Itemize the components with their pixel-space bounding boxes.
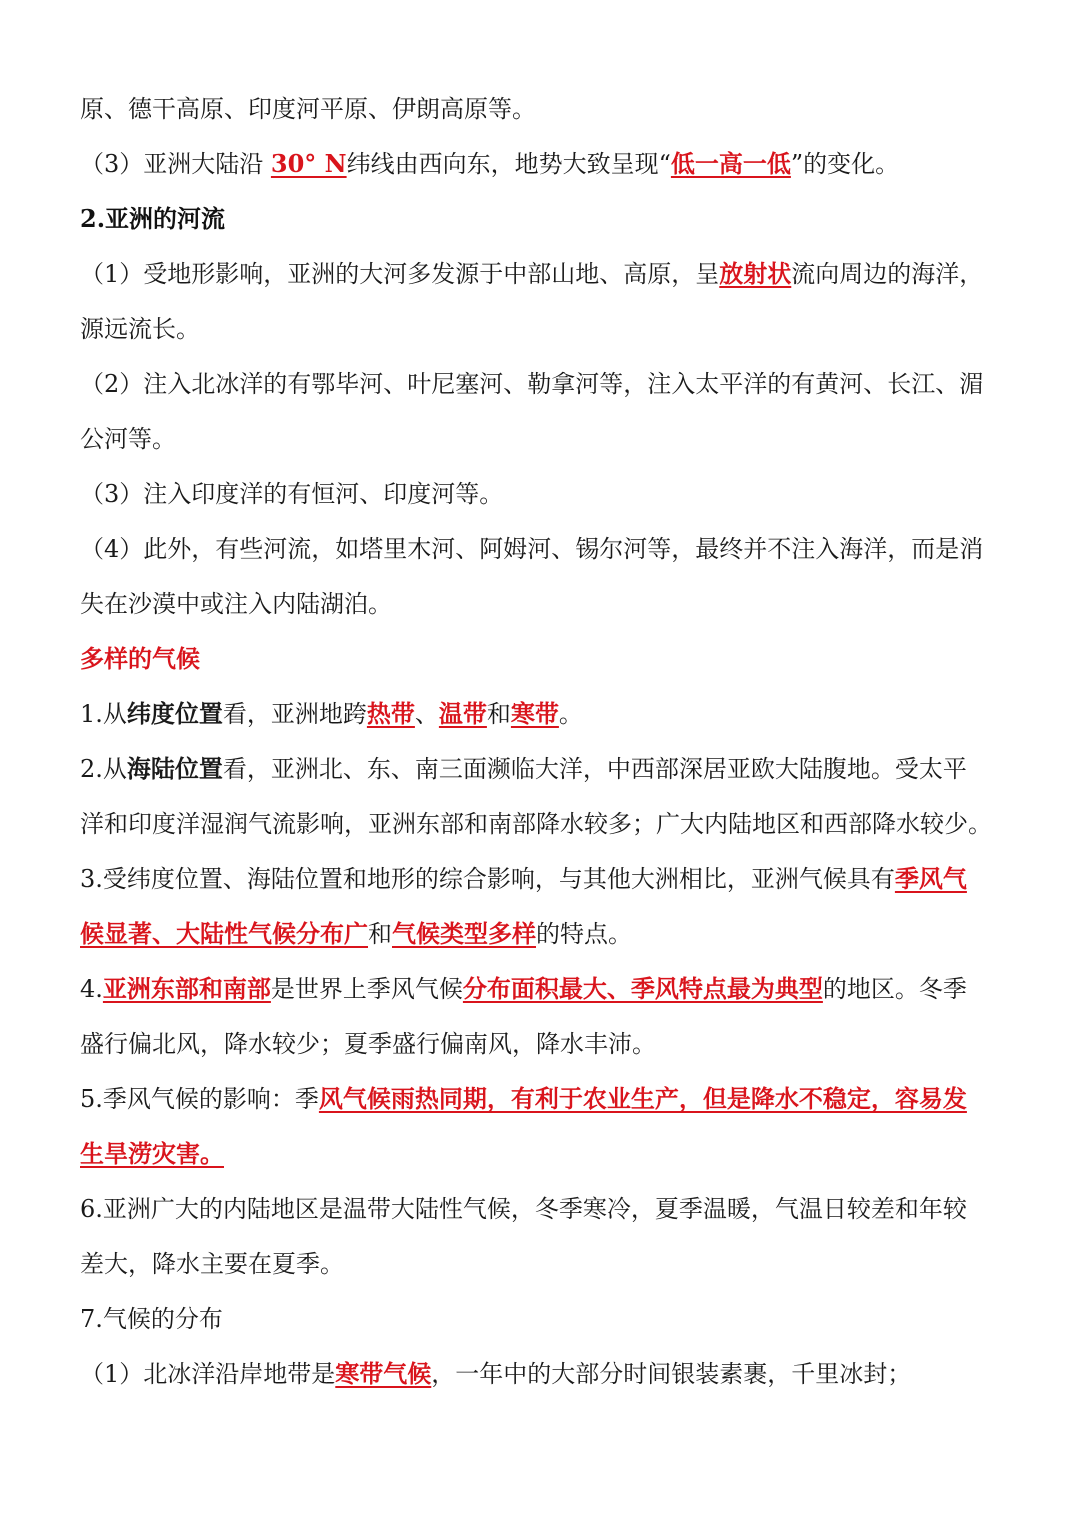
text-span: 纬线由西向东，地势大致呈现“ [346, 150, 671, 178]
text-span: 失在沙漠中或注入内陆湖泊。 [80, 590, 392, 618]
text-line [80, 534, 1005, 564]
text-line [80, 919, 1005, 949]
text-line [80, 1359, 1005, 1389]
highlighted-term: 30° N [270, 149, 347, 178]
highlighted-term: 寒带 [510, 699, 559, 728]
text-span: 海陆位置 [126, 754, 223, 783]
text-span: （3）注入印度洋的有恒河、印度河等。 [80, 480, 504, 508]
text-span: 7.气候的分布 [80, 1305, 223, 1333]
text-line [80, 1194, 1005, 1224]
text-line [80, 1304, 1005, 1334]
text-span: 原、德干高原、印度河平原、伊朗高原等。 [80, 95, 536, 123]
text-line [80, 259, 1005, 289]
section-heading: 多样的气候 [80, 644, 200, 673]
highlighted-term: 亚洲东部和南部 [102, 974, 271, 1003]
text-span: 。 [558, 700, 583, 728]
text-span: 6.亚洲广大的内陆地区是温带大陆性气候，冬季寒冷，夏季温暖，气温日较差和年较 [80, 1195, 967, 1223]
text-line [80, 809, 1005, 839]
text-line [80, 369, 1005, 399]
text-span: 洋和印度洋湿润气流影响，亚洲东部和南部降水较多；广大内陆地区和西部降水较少。 [80, 810, 992, 838]
text-span: （1）北冰洋沿岸地带是 [80, 1360, 336, 1388]
text-line [80, 204, 1005, 234]
text-line [80, 974, 1005, 1004]
highlighted-term: 热带 [366, 699, 415, 728]
text-span: 源远流长。 [80, 315, 200, 343]
text-span: （4）此外，有些河流，如塔里木河、阿姆河、锡尔河等，最终并不注入海洋，而是消 [80, 535, 984, 563]
text-line [80, 1139, 1005, 1169]
highlighted-term: 温带 [438, 699, 487, 728]
text-span: ，一年中的大部分时间银装素裹，千里冰封； [431, 1360, 912, 1388]
text-line [80, 314, 1005, 344]
highlighted-term: 低一高一低 [670, 149, 791, 178]
text-span: 看，亚洲地跨 [222, 700, 367, 728]
text-line [80, 864, 1005, 894]
text-line [80, 1029, 1005, 1059]
text-span: （2）注入北冰洋的有鄂毕河、叶尼塞河、勒拿河等，注入太平洋的有黄河、长江、湄 [80, 370, 984, 398]
highlighted-term: 放射状 [719, 259, 792, 288]
highlighted-term: 季风气 [894, 864, 967, 893]
text-line [80, 1249, 1005, 1279]
highlighted-term: 分布面积最大、季风特点最为典型 [462, 974, 823, 1003]
text-span: 2.从 [80, 755, 127, 783]
highlighted-term: 气候类型多样 [392, 919, 536, 948]
text-line [80, 424, 1005, 454]
text-span: 和 [486, 700, 511, 728]
text-span: 、 [414, 700, 439, 728]
text-line [80, 149, 1005, 179]
highlighted-term: 生旱涝灾害。 [80, 1139, 224, 1168]
highlighted-term: 寒带气候 [335, 1359, 432, 1388]
text-span: 的特点。 [536, 920, 632, 948]
text-line [80, 479, 1005, 509]
text-line [80, 699, 1005, 729]
text-span: 公河等。 [80, 425, 176, 453]
text-span: 纬度位置 [126, 699, 223, 728]
text-span: ”的变化。 [790, 150, 900, 178]
section-heading: 2.亚洲的河流 [80, 204, 226, 233]
highlighted-term: 风气候雨热同期，有利于农业生产，但是降水不稳定，容易发 [318, 1084, 967, 1113]
text-line [80, 644, 1005, 674]
text-span: 看，亚洲北、东、南三面濒临大洋，中西部深居亚欧大陆腹地。受太平 [222, 755, 967, 783]
text-span: （1）受地形影响，亚洲的大河多发源于中部山地、高原，呈 [80, 260, 720, 288]
text-line [80, 1084, 1005, 1114]
text-span: 是世界上季风气候 [270, 975, 463, 1003]
text-span: 和 [368, 920, 392, 948]
text-line [80, 754, 1005, 784]
text-line [80, 589, 1005, 619]
text-span: 的地区。冬季 [822, 975, 967, 1003]
text-span: （3）亚洲大陆沿 [80, 150, 271, 178]
text-span: 差大，降水主要在夏季。 [80, 1250, 344, 1278]
highlighted-term: 候显著、大陆性气候分布广 [80, 919, 368, 948]
text-line [80, 94, 1005, 124]
text-span: 3.受纬度位置、海陆位置和地形的综合影响，与其他大洲相比，亚洲气候具有 [80, 865, 895, 893]
text-span: 流向周边的海洋， [791, 260, 984, 288]
text-span: 盛行偏北风，降水较少；夏季盛行偏南风，降水丰沛。 [80, 1030, 656, 1058]
text-span: 5.季风气候的影响：季 [80, 1085, 319, 1113]
text-span: 4. [80, 975, 103, 1003]
text-span: 1.从 [80, 700, 127, 728]
